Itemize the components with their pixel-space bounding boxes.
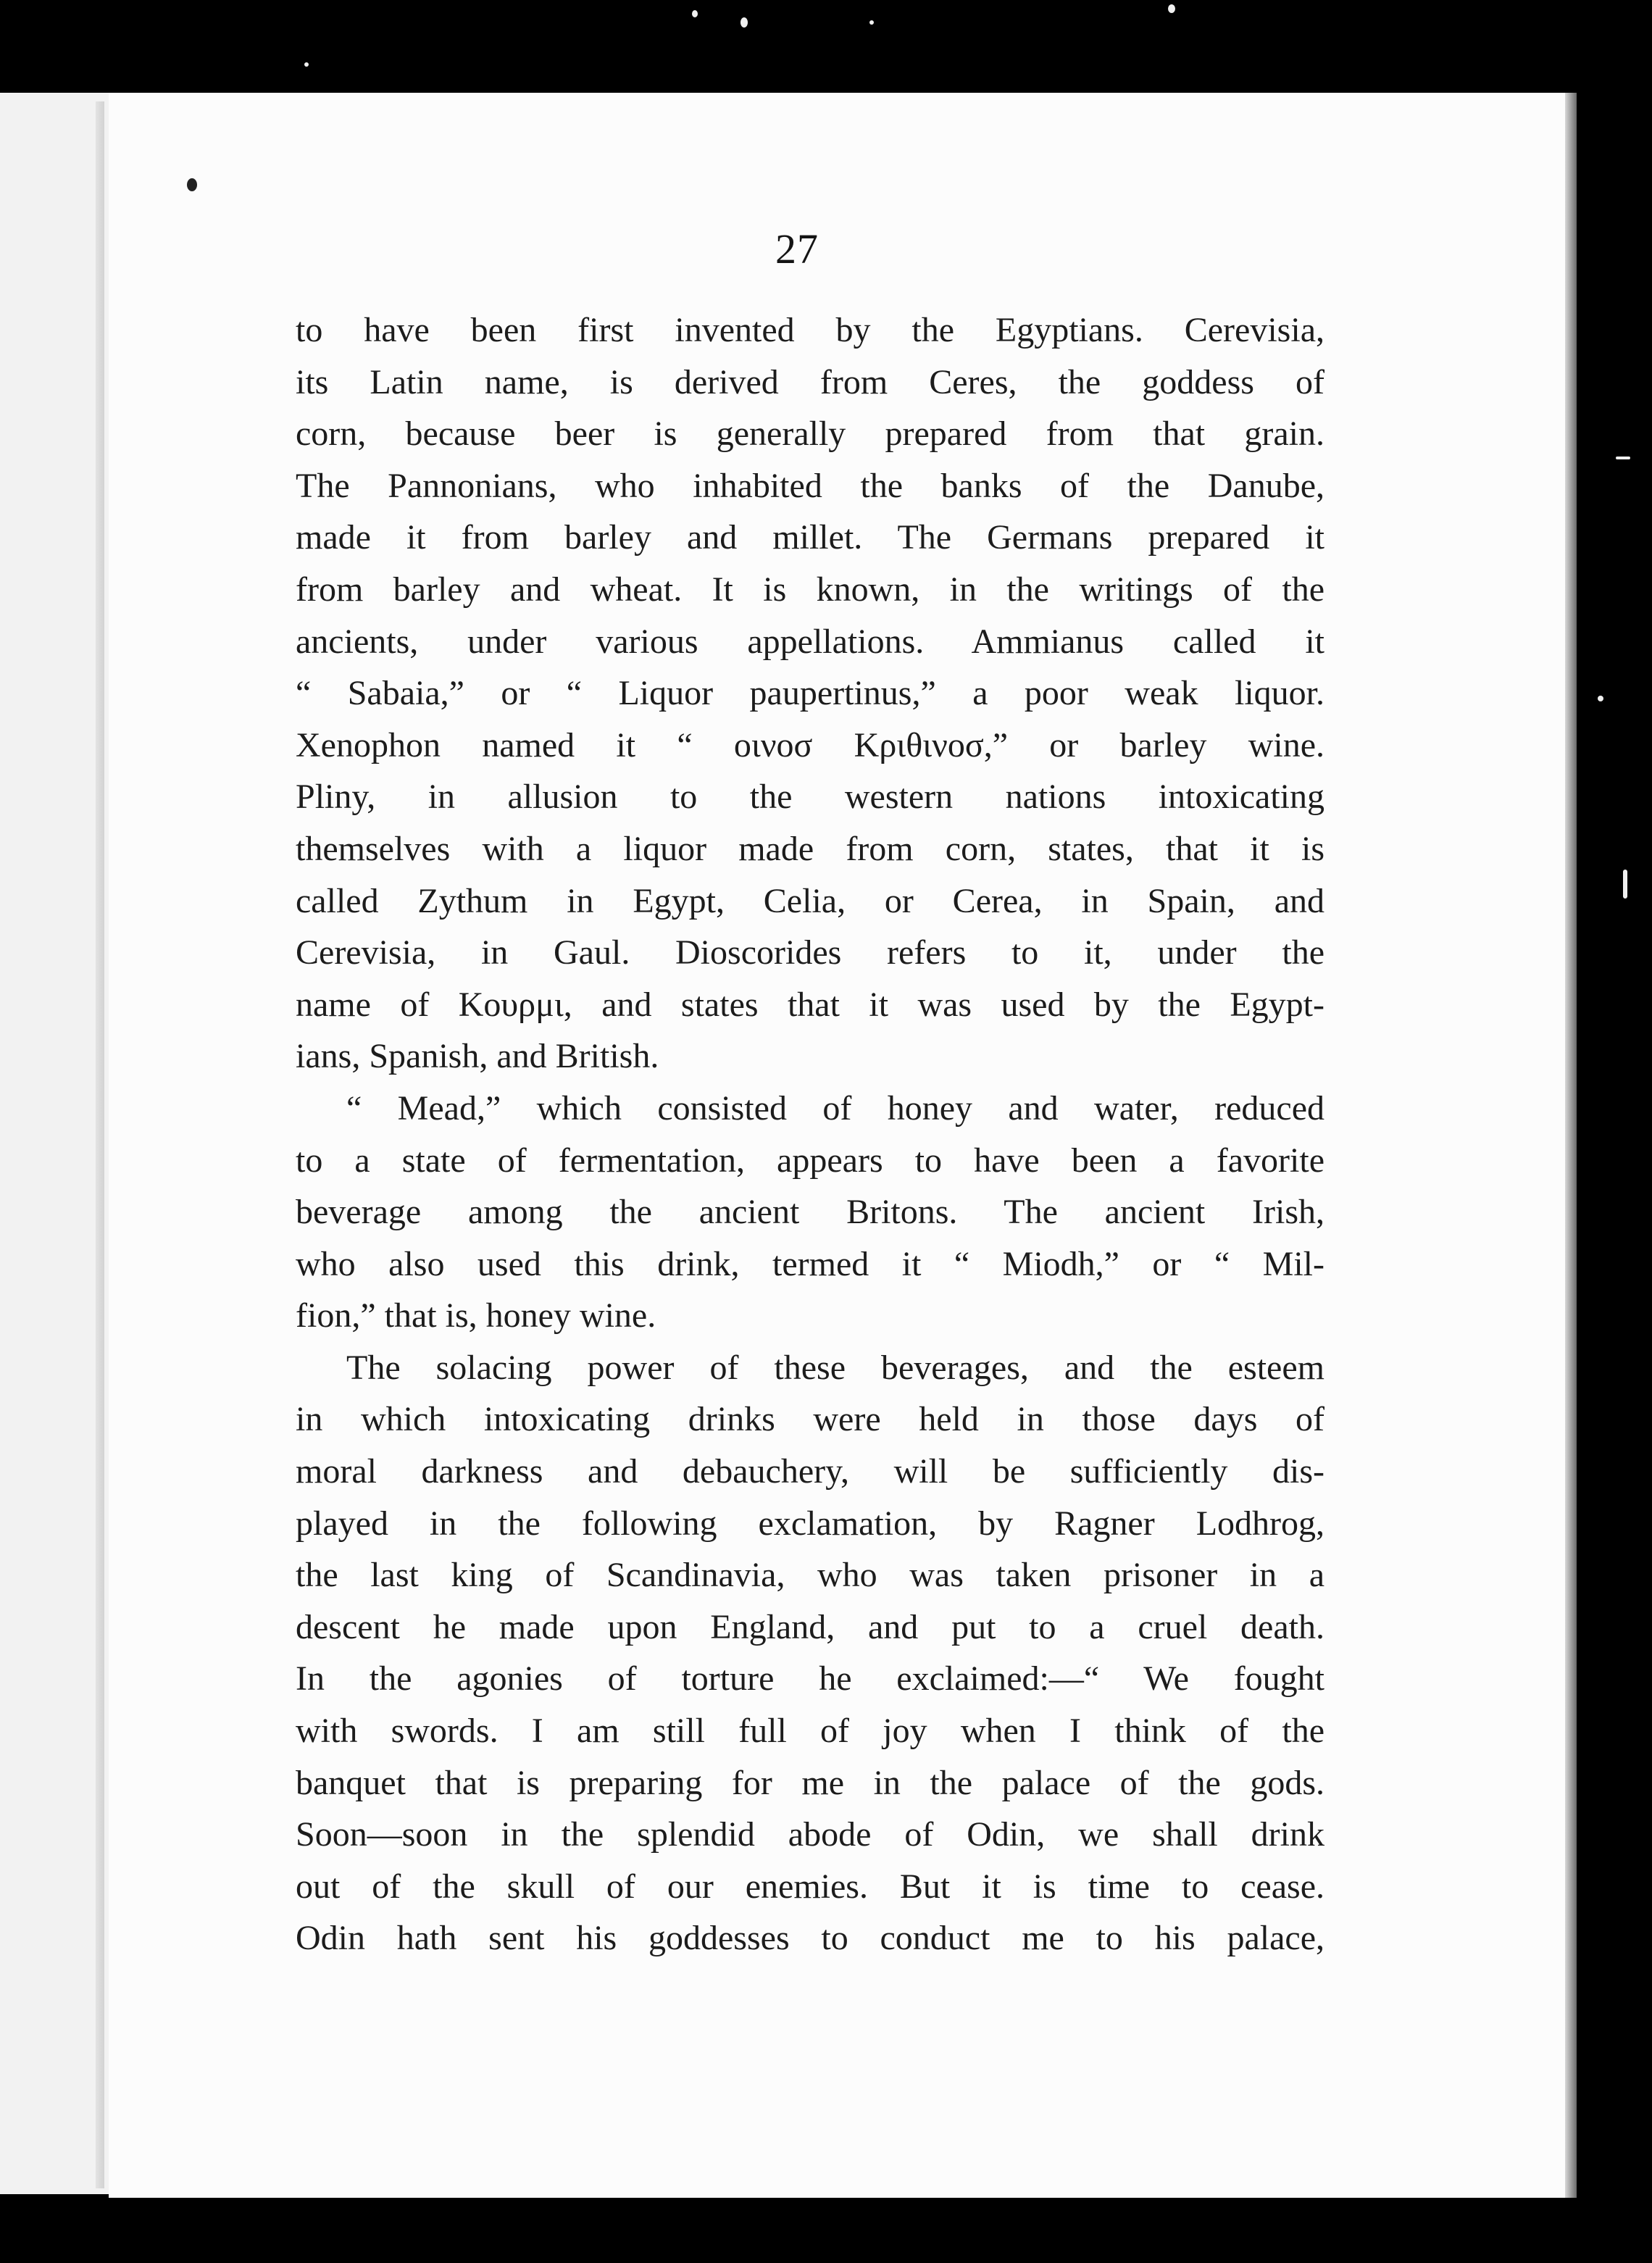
- text-line: The solacing power of these beverages, and the esteem: [346, 1348, 1324, 1387]
- text-line: In the agonies of torture he exclaimed:—“ We fought: [296, 1659, 1324, 1699]
- scan-speck: [692, 10, 698, 17]
- facing-page-edge: [0, 93, 111, 2194]
- scan-speck: [741, 17, 748, 28]
- scan-speck: [1168, 4, 1175, 13]
- text-line: The Pannonians, who inhabited the banks of the Danube,: [296, 466, 1324, 505]
- text-line: Cerevisia, in Gaul. Dioscorides refers to it, under the: [296, 933, 1324, 972]
- text-line: fion,” that is, honey wine.: [296, 1296, 656, 1335]
- text-line: banquet that is preparing for me in the palace of the gods.: [296, 1763, 1324, 1802]
- scan-speck: [1598, 696, 1603, 701]
- text-line: beverage among the ancient Britons. The ancient Irish,: [296, 1193, 1324, 1232]
- text-line: in which intoxicating drinks were held in those days of: [296, 1400, 1324, 1439]
- text-line: Xenophon named it “ οινοσ Κριθινοσ,” or barley wine.: [296, 725, 1324, 764]
- text-line: to a state of fermentation, appears to have been a favorite: [296, 1141, 1324, 1180]
- page-number: 27: [775, 225, 819, 272]
- page-right-edge: [1565, 93, 1577, 2198]
- text-line: ancients, under various appellations. Ammianus called it: [296, 622, 1324, 661]
- text-line: out of the skull of our enemies. But it is time to cease.: [296, 1867, 1324, 1906]
- text-line: themselves with a liquor made from corn, states, that it is: [296, 829, 1324, 868]
- body-text: [296, 304, 1324, 1964]
- text-line: its Latin name, is derived from Ceres, the goddess of: [296, 362, 1324, 401]
- text-line: Soon—soon in the splendid abode of Odin, we shall drink: [296, 1815, 1324, 1854]
- text-line: from barley and wheat. It is known, in the writings of the: [296, 570, 1324, 609]
- text-line: made it from barley and millet. The Germans prepared it: [296, 518, 1324, 557]
- text-line: “ Sabaia,” or “ Liquor paupertinus,” a poor weak liquor.: [296, 674, 1324, 713]
- text-line: Pliny, in allusion to the western nations intoxicating: [296, 778, 1324, 817]
- text-line: played in the following exclamation, by Ragner Lodhrog,: [296, 1504, 1324, 1543]
- scan-speck: [1623, 870, 1627, 899]
- text-line: with swords. I am still full of joy when I think of the: [296, 1712, 1324, 1751]
- text-line: ians, Spanish, and British.: [296, 1037, 659, 1076]
- gutter-shadow: [96, 101, 104, 2188]
- scan-speck: [304, 62, 309, 67]
- scan-speck: [869, 20, 874, 25]
- text-line: Odin hath sent his goddesses to conduct me to his palace,: [296, 1919, 1324, 1958]
- text-line: descent he made upon England, and put to a cruel death.: [296, 1607, 1324, 1646]
- text-line: “ Mead,” which consisted of honey and water, reduced: [346, 1088, 1324, 1128]
- margin-mark: [187, 178, 197, 191]
- scan-speck: [1616, 457, 1630, 459]
- text-line: to have been first invented by the Egyptians. Cerevisia,: [296, 311, 1324, 349]
- text-line: who also used this drink, termed it “ Miodh,” or “ Mil-: [296, 1244, 1324, 1283]
- text-line: the last king of Scandinavia, who was taken prisoner in a: [296, 1556, 1324, 1595]
- text-line: moral darkness and debauchery, will be sufficiently dis-: [296, 1452, 1324, 1491]
- text-line: corn, because beer is generally prepared from that grain.: [296, 414, 1324, 454]
- text-line: name of Κουρμι, and states that it was used by the Egypt-: [296, 985, 1324, 1024]
- text-line: called Zythum in Egypt, Celia, or Cerea, in Spain, and: [296, 881, 1324, 920]
